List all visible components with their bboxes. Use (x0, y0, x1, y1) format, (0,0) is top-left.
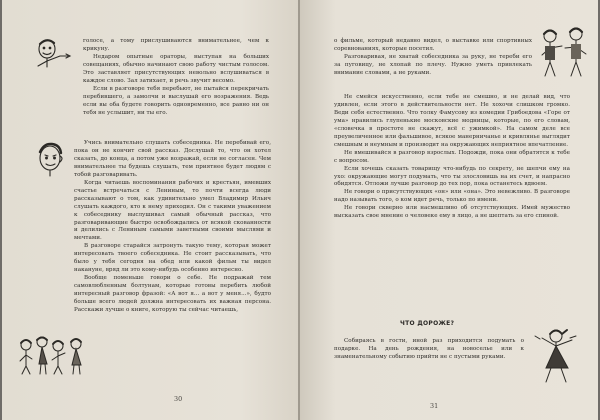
pointing-boy-icon (32, 36, 74, 74)
paragraph: голосе, а тому прислушиваются внимательнее, чем к крикуну. (83, 38, 269, 52)
paragraph: Вообще поменьше говори о себе. Не подражай тем самовлюбленным болтунам, которые готовы перебить любой интересный разговор фразой: «А вот я... а вот у меня...», будто больше всего людей должна интересовать их важная персона. Расскажи лучше о книге, которую ты сейчас читаешь, (74, 275, 271, 314)
group-of-children-icon (16, 332, 88, 378)
right-page-text (334, 38, 532, 78)
paragraph: о фильме, который недавно видел, о выставке или спортивных соревнованиях, которые посетил. (334, 38, 532, 52)
left-page-text (83, 38, 269, 118)
right-page-text-after (334, 338, 524, 362)
section-heading: ЧТО ДОРОЖЕ? (400, 320, 455, 327)
right-page-text-main (334, 94, 570, 221)
listening-face-icon (34, 140, 68, 178)
page-number-left: 30 (174, 395, 183, 403)
paragraph: Собираясь в гости, иной раз приходится подумать о подарке. На день рождения, на новоселье или к знаменательному событию прийти не с пустыми руками. (334, 338, 524, 360)
two-boys-talking-icon (536, 22, 592, 84)
paragraph: Не вмешивайся в разговор взрослых. Подожди, пока они обратятся к тебе с вопросом. (334, 149, 570, 164)
right-page (300, 0, 598, 420)
paragraph: Если хочешь сказать товарищу что-нибудь по секрету, не шепчи ему на ухо: окружающие могут подумать, что ты злословишь на их счет, и напрасно обидятся. Отложи лучше разговор до тех пор, пока останетесь вдвоем. (334, 165, 570, 188)
paragraph: Разговаривая, не хватай собеседника за руку, не тереби его за пуговицу, не хлопай по плечу. Нужно уметь привлекать внимание словами, а не руками. (334, 53, 532, 76)
paragraph: Когда читаешь воспоминания рабочих и крестьян, имевших счастье встречаться с Лениным, то почти всегда люди рассказывают о том, как удивительно умел Владимир Ильич слушать каждого, кто к нему приходил. Он с такими уважением к собеседнику выслушивал самый обычный рассказ, что разговаривающие быстро освобождались от всякой скованности и делились с Лениным самыми заветными своими мыслями и мечтами. (74, 179, 271, 242)
paragraph: Недаром опытные ораторы, выступая на больших совещаниях, обычно начинают свою работу чистым голосом. Это заставляет присутствующих невольно вслушиваться в каждое слово. Зал затихает, и речь звучит весомо. (83, 53, 269, 84)
left-page (2, 0, 300, 420)
paragraph: Не говори о присутствующих «он» или «она». Это невежливо. В разговоре надо называть того, о ком идет речь, только по имени. (334, 189, 570, 204)
dancing-girl-icon (532, 326, 582, 386)
page-number-right: 31 (430, 402, 439, 410)
left-page-text-lower (74, 140, 271, 315)
paragraph: Учись внимательно слушать собеседника. Не перебивай его, пока он не кончит свой рассказ. Дослушай то, что он хотел сказать, до конца, а потом уже возражай, если не согласен. Чем внимательнее ты будешь слушать, тем приятнее будет людям с тобой разговаривать. (74, 140, 271, 178)
paragraph: Не смейся искусственно, если тебе не смешно, и не делай вид, что удивлен, если этого в действительности нет. Не хохочи слишком громко. Веди себя естественно. Что толку Фамусову из комедии Грибоедова «Горе от ума» нравились глупенькие московские модницы, которые, по его словам, «словечка в простоте не скажут, всё с ужимкой». На самом деле все преувеличенное или фальшивое, всякое манерничанье и кривлянье выглядит смешным и неумным и производит на окружающих неприятное впечатление. (334, 94, 570, 148)
paragraph: В разговоре старайся затронуть такую тему, которая может интересовать твоего собеседника. Не стоит рассказывать, что было у тебя сегодня на обед или какой фильм ты видел накануне, вряд ли это кому-нибудь особенно интересно. (74, 243, 271, 274)
paragraph: Если в разговоре тебя перебьют, не пытайся перекричать перебившего, а замолчи и выслушай его возражения. Ведь если вы оба будете говорить одновременно, все равно ни он тебя не услышит, ни ты его. (83, 85, 269, 116)
paragraph: Не говори скверно или насмешливо об отсутствующих. Имей мужество высказать свое мнение о человеке ему в лицо, а не шептать за его спиной. (334, 205, 570, 220)
